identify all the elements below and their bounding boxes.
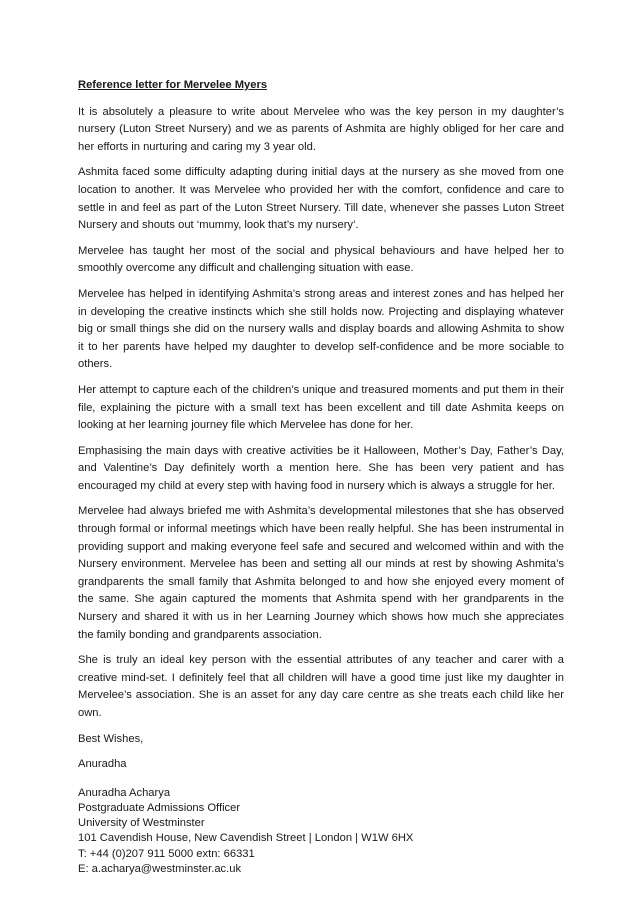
signature-address: 101 Cavendish House, New Cavendish Street | London | W1W 6HX (78, 832, 414, 845)
signature-role: Postgraduate Admissions Officer (78, 801, 241, 814)
paragraph-6: Emphasising the main days with creative activities be it Halloween, Mother’s Day, Father’s Day, and Valentine’s Day definitely worth a mention here. She has been very patient and has encouraged my child at every step with having food in nursery which is always a struggle for her. (78, 444, 564, 492)
signature-full-name: Anuradha Acharya (78, 786, 171, 799)
signoff-name: Anuradha (78, 758, 127, 771)
paragraph-2: Ashmita faced some difficulty adapting during initial days at the nursery as she moved from one location to another. It was Mervelee who provided her with the comfort, confidence and care to settle in and feel as part of the Luton Street Nursery. Till date, whenever she passes Luton Street Nursery and shouts out ‘mummy, look that’s my nursery’. (78, 166, 564, 232)
paragraph-7: Mervelee had always briefed me with Ashmita’s developmental milestones that she has observed through formal or informal meetings which have been really helpful. She has been instrumental in providing support and making everyone feel safe and secured and welcomed within and with the Nursery environment. Mervelee has been and setting all our minds at rest by showing Ashmita’s grandparents the small family that Ashmita belonged to and how she enjoyed every moment of the same. She again captured the moments that Ashmita spend with her grandparents in the Nursery and shared it with us in her Learning Journey which shows how much she appreciates the family bonding and grandparents association. (78, 505, 564, 641)
letter-body (78, 77, 564, 877)
signature-block (78, 786, 564, 877)
paragraph-4: Mervelee has helped in identifying Ashmita’s strong areas and interest zones and has helped her in developing the creative instincts which she still holds now. Projecting and displaying whatever big or small things she did on the nursery walls and display boards and allowing Ashmita to show it to her parents have helped my daughter to develop self-confidence and be more sociable to others. (78, 287, 564, 371)
letter-title: Reference letter for Mervelee Myers (78, 79, 268, 91)
closing-line: Best Wishes, (78, 732, 144, 745)
paragraph-8: She is truly an ideal key person with the essential attributes of any teacher and carer with a creative mind-set. I definitely feel that all children will have a good time just like my daughter in Mervelee’s association. She is an asset for any day care centre as she treats each child like her own. (78, 654, 564, 719)
signature-phone: T: +44 (0)207 911 5000 extn: 66331 (78, 847, 255, 860)
paragraph-5: Her attempt to capture each of the children’s unique and treasured moments and put them in their file, explaining the picture with a small text has been excellent and till date Ashmita keeps on looking at her learning journey file which Mervelee has done for her. (78, 383, 564, 432)
signature-email: E: a.acharya@westminster.ac.uk (78, 862, 242, 875)
signature-organization: University of Westminster (78, 817, 205, 830)
paragraph-3: Mervelee has taught her most of the social and physical behaviours and have helped her to smoothly overcome any difficult and challenging situation with ease. (78, 244, 564, 275)
paragraph-1: It is absolutely a pleasure to write about Mervelee who was the key person in my daughter’s nursery (Luton Street Nursery) and we as parents of Ashmita are highly obliged for her care and her efforts in nurturing and caring my 3 year old. (78, 105, 564, 153)
